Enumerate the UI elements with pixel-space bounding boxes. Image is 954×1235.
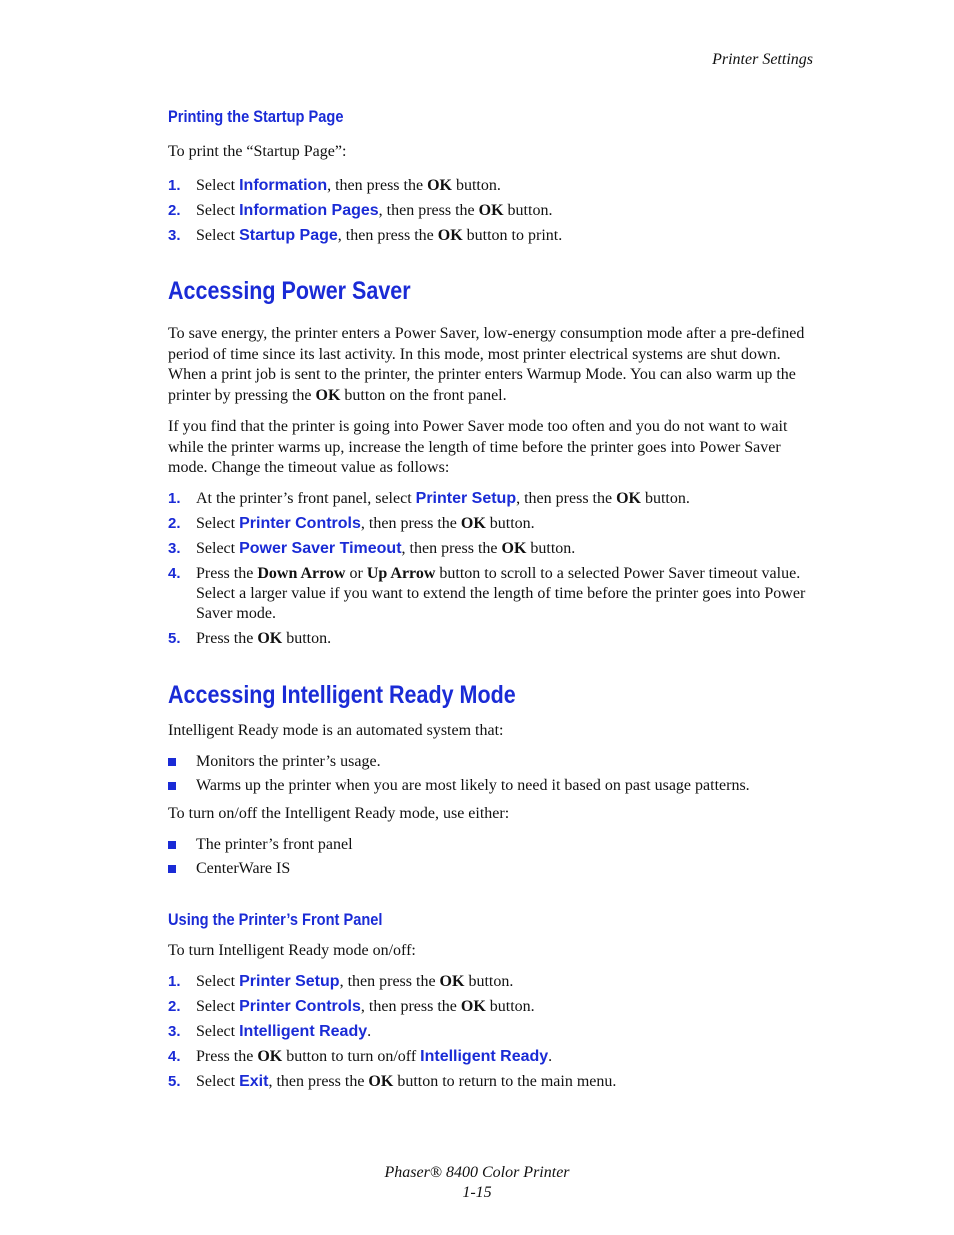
list-item bbox=[168, 176, 818, 196]
list-item bbox=[168, 629, 818, 649]
ok-button-label: OK bbox=[501, 540, 527, 557]
ok-button-label: OK bbox=[257, 630, 283, 647]
step-text: Select bbox=[196, 1073, 240, 1090]
list-item bbox=[168, 539, 818, 559]
startup-intro: To print the “Startup Page”: bbox=[168, 143, 347, 160]
list-item bbox=[168, 1022, 818, 1042]
list-item bbox=[168, 752, 818, 772]
list-item bbox=[168, 997, 818, 1017]
step-text: Select bbox=[196, 998, 240, 1015]
step-number: 4. bbox=[168, 565, 181, 582]
square-bullet-icon bbox=[168, 758, 176, 766]
ok-button-label: OK bbox=[616, 490, 641, 507]
bullet-text: Monitors the printer’s usage. bbox=[196, 753, 381, 770]
bullet-text: Warms up the printer when you are most likely to need it based on past usage patterns. bbox=[196, 777, 750, 794]
running-header: Printer Settings bbox=[712, 51, 813, 68]
step-text: or bbox=[345, 565, 367, 582]
square-bullet-icon bbox=[168, 782, 176, 790]
ok-button-label: OK bbox=[478, 202, 504, 219]
menu-item-printer-setup: Printer Setup bbox=[239, 973, 340, 990]
step-text: At the printer’s front panel, select bbox=[196, 490, 416, 507]
step-text: , then press the bbox=[360, 515, 461, 532]
step-number: 5. bbox=[168, 1073, 181, 1090]
step-number: 1. bbox=[168, 177, 181, 194]
down-arrow-label: Down Arrow bbox=[257, 565, 346, 582]
list-item bbox=[168, 835, 818, 855]
menu-item-power-saver-timeout: Power Saver Timeout bbox=[239, 540, 402, 557]
list-item bbox=[168, 226, 818, 246]
menu-item-startup-page: Startup Page bbox=[239, 227, 338, 244]
ok-button-label: OK bbox=[257, 1048, 283, 1065]
heading-intelligent-ready: Accessing Intelligent Ready Mode bbox=[168, 681, 516, 709]
list-item bbox=[168, 1047, 818, 1067]
step-text: button. bbox=[485, 998, 535, 1015]
ok-button-label: OK bbox=[439, 973, 465, 990]
step-text: button. bbox=[503, 202, 553, 219]
menu-item-intelligent-ready: Intelligent Ready bbox=[239, 1023, 368, 1040]
power-saver-paragraph-2: If you find that the printer is going into Power Saver mode too often and you do not want to wait while the printer warms up, increase the length of time before the printer goes into Power Saver mode. Change the timeout value as follows: bbox=[168, 418, 788, 476]
step-text: Press the bbox=[196, 565, 258, 582]
step-text: , then press the bbox=[268, 1073, 369, 1090]
step-text: Press the bbox=[196, 1048, 258, 1065]
list-item bbox=[168, 489, 818, 509]
step-text: Select bbox=[196, 540, 240, 557]
step-text: button. bbox=[464, 973, 514, 990]
square-bullet-icon bbox=[168, 865, 176, 873]
ok-button-label: OK bbox=[427, 177, 452, 194]
step-number: 2. bbox=[168, 998, 181, 1015]
step-text: button. bbox=[282, 630, 332, 647]
step-text: Press the bbox=[196, 630, 258, 647]
menu-item-information-pages: Information Pages bbox=[239, 202, 379, 219]
step-text: , then press the bbox=[327, 177, 428, 194]
step-text: , then press the bbox=[378, 202, 479, 219]
step-text: , then press the bbox=[360, 998, 461, 1015]
ok-button-label: OK bbox=[315, 386, 341, 404]
square-bullet-icon bbox=[168, 841, 176, 849]
step-text: Select bbox=[196, 515, 240, 532]
step-text: button. bbox=[640, 490, 690, 507]
step-text: button. bbox=[485, 515, 535, 532]
list-item bbox=[168, 1072, 818, 1092]
step-number: 3. bbox=[168, 540, 181, 557]
intelligent-intro-2: To turn on/off the Intelligent Ready mode, use either: bbox=[168, 805, 510, 822]
step-text: , then press the bbox=[337, 227, 438, 244]
step-text: Select bbox=[196, 973, 240, 990]
step-text: Select bbox=[196, 202, 240, 219]
step-text: Select bbox=[196, 227, 240, 244]
power-saver-paragraph-1 bbox=[168, 324, 813, 406]
heading-front-panel: Using the Printer’s Front Panel bbox=[168, 910, 383, 929]
menu-item-information: Information bbox=[239, 177, 328, 194]
front-panel-steps bbox=[168, 972, 818, 1097]
step-number: 2. bbox=[168, 515, 181, 532]
menu-item-printer-controls: Printer Controls bbox=[239, 998, 361, 1015]
footer-page-number: 1-15 bbox=[462, 1184, 492, 1201]
step-number: 3. bbox=[168, 227, 181, 244]
ok-button-label: OK bbox=[460, 998, 486, 1015]
front-panel-intro: To turn Intelligent Ready mode on/off: bbox=[168, 942, 416, 959]
power-saver-steps bbox=[168, 489, 818, 654]
startup-steps bbox=[168, 176, 818, 251]
step-text: , then press the bbox=[401, 540, 502, 557]
step-text: button to print. bbox=[462, 227, 563, 244]
heading-power-saver: Accessing Power Saver bbox=[168, 277, 411, 305]
paragraph-text: To save energy, the printer enters a Power Saver, low-energy consumption mode after a pre-defined period of time since its last activity. In this mode, most printer electrical systems are shut down. When a print job is sent to the printer, the printer enters Warmup Mode. You can also warm up the printer by pressing the bbox=[168, 325, 805, 404]
step-text: . bbox=[367, 1023, 372, 1040]
ok-button-label: OK bbox=[437, 227, 463, 244]
footer-product-name: Phaser® 8400 Color Printer bbox=[384, 1164, 570, 1181]
step-text: button to return to the main menu. bbox=[393, 1073, 617, 1090]
step-number: 2. bbox=[168, 202, 181, 219]
intelligent-methods-list bbox=[168, 835, 818, 883]
menu-item-intelligent-ready: Intelligent Ready bbox=[420, 1048, 549, 1065]
step-text: Select bbox=[196, 177, 240, 194]
step-text: button. bbox=[526, 540, 576, 557]
list-item bbox=[168, 776, 818, 796]
step-number: 1. bbox=[168, 490, 181, 507]
step-number: 5. bbox=[168, 630, 181, 647]
bullet-text: CenterWare IS bbox=[196, 860, 291, 877]
step-text: button to scroll to a selected Power Saver timeout value. Select a larger value if you want to extend the length of time before the printer goes into Power Saver mode. bbox=[196, 565, 806, 622]
heading-startup-page: Printing the Startup Page bbox=[168, 107, 344, 126]
paragraph-text: button on the front panel. bbox=[340, 386, 507, 404]
list-item bbox=[168, 514, 818, 534]
ok-button-label: OK bbox=[460, 515, 486, 532]
page-footer bbox=[0, 1163, 954, 1203]
menu-item-exit: Exit bbox=[239, 1073, 269, 1090]
step-text: , then press the bbox=[339, 973, 440, 990]
bullet-text: The printer’s front panel bbox=[196, 836, 353, 853]
step-text: button to turn on/off bbox=[282, 1048, 421, 1065]
step-number: 4. bbox=[168, 1048, 181, 1065]
step-text: button. bbox=[451, 177, 501, 194]
menu-item-printer-setup: Printer Setup bbox=[415, 490, 517, 507]
menu-item-printer-controls: Printer Controls bbox=[239, 515, 361, 532]
step-text: . bbox=[548, 1048, 553, 1065]
step-text: Select bbox=[196, 1023, 240, 1040]
step-number: 1. bbox=[168, 973, 181, 990]
ok-button-label: OK bbox=[368, 1073, 394, 1090]
list-item bbox=[168, 972, 818, 992]
step-text: , then press the bbox=[516, 490, 617, 507]
list-item bbox=[168, 201, 818, 221]
list-item bbox=[168, 859, 818, 879]
step-number: 3. bbox=[168, 1023, 181, 1040]
intelligent-intro: Intelligent Ready mode is an automated system that: bbox=[168, 722, 504, 739]
list-item bbox=[168, 564, 818, 624]
up-arrow-label: Up Arrow bbox=[366, 565, 436, 582]
intelligent-features-list bbox=[168, 752, 818, 800]
